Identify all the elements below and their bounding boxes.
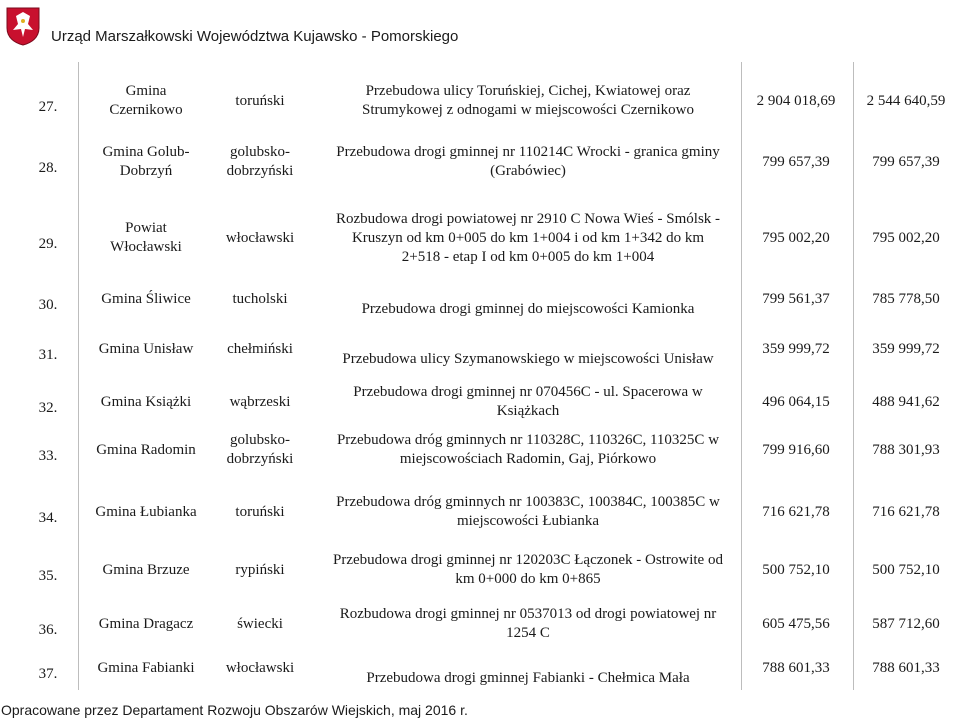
table-row [0,205,960,271]
gmina-cell-line: Gmina Książki [100,393,192,410]
total-cost-value: 799 916,60 [762,441,830,458]
gmina-cell-line: Dobrzyń [119,163,173,179]
gmina-cell-line: Gmina Łubianka [95,503,197,520]
project-description-line: Rozbudowa drogi powiatowej nr 2910 C Nowa Wieś - Smólsk - [335,210,721,227]
project-description-line: 2+518 - etap I od km 0+005 do km 1+004 [401,248,655,265]
gmina-cell [80,659,212,678]
project-description-line: Kruszyn od km 0+005 do km 1+004 i od km 1+342 do km [351,229,705,246]
gmina-cell-line: Gmina Śliwice [101,290,191,307]
project-description [318,210,738,267]
gmina-cell [80,290,212,309]
organization-title: Urząd Marszałkowski Województwa Kujawsko - Pomorskiego [51,28,459,45]
table-row [0,140,960,184]
powiat-cell-line: rypiński [235,561,285,578]
gmina-cell-line: Gmina Radomin [96,441,196,458]
row-number: 29. [38,235,58,252]
project-description-line: miejscowościach Radomin, Gaj, Piórkowo [399,451,657,467]
eligible-cost-value: 359 999,72 [872,340,940,357]
powiat-cell-line: golubsko- [230,432,290,448]
eligible-cost-value: 799 657,39 [872,153,940,170]
eligible-cost-value: 500 752,10 [872,561,940,578]
project-description-line: 1254 C [506,625,550,641]
project-description-line: Przebudowa drogi gminnej nr 120203C Łączonek - Ostrowite od [333,552,723,568]
gmina-cell [80,219,212,257]
powiat-cell [210,615,310,634]
total-cost-value: 605 475,56 [762,615,830,632]
eligible-cost-value: 795 002,20 [872,229,940,246]
powiat-cell-line: tucholski [232,290,288,307]
gmina-cell-line: Włocławski [110,239,182,255]
project-description [318,143,738,181]
table-row [0,604,960,644]
gmina-cell [80,503,212,522]
project-description-line: (Grabówiec) [490,163,566,179]
gmina-cell-line: Czernikowo [109,102,183,118]
total-cost-value: 799 657,39 [762,153,830,170]
gmina-cell [80,393,212,412]
project-description-line: km 0+000 do km 0+865 [455,571,601,587]
powiat-cell [210,503,310,522]
total-cost-value: 2 904 018,69 [756,92,836,109]
total-cost-value: 500 752,10 [762,561,830,578]
gmina-cell-line: Gmina Brzuze [102,561,190,578]
eligible-cost-value: 488 941,62 [872,393,940,410]
gmina-cell [80,82,212,120]
powiat-cell [210,393,310,412]
powiat-cell-line: dobrzyński [226,163,294,179]
project-description-line: Strumykowej z odnogami w miejscowości Czernikowo [361,102,695,118]
gmina-cell-line: Gmina Unisław [98,340,194,357]
project-description [318,493,738,531]
row-number: 33. [38,447,58,464]
table-row [0,382,960,422]
powiat-cell-line: włocławski [225,229,295,246]
project-description-line: Przebudowa dróg gminnych nr 110328C, 110326C, 110325C w [336,432,720,448]
table-row [0,426,960,474]
powiat-cell-line: świecki [237,615,283,632]
project-description-line: Przebudowa ulicy Szymanowskiego w miejscowości Unisław [342,350,714,367]
project-description [318,551,738,589]
powiat-cell-line: toruński [235,503,285,520]
total-cost-value: 788 601,33 [762,659,830,676]
project-description-line: Przebudowa ulicy Toruńskiej, Cichej, Kwiatowej oraz [365,83,691,99]
powiat-cell [210,561,310,580]
table-row [0,492,960,532]
row-number: 35. [38,567,58,584]
row-number: 31. [38,346,58,363]
project-description-line: Przebudowa drogi gminnej nr 070456C - ul. Spacerowa w [353,384,703,400]
powiat-cell [210,659,310,678]
eligible-cost-value: 716 621,78 [872,503,940,520]
project-description-line: Rozbudowa drogi gminnej nr 0537013 od drogi powiatowej nr [339,606,717,622]
project-description [318,383,738,421]
powiat-cell-line: włocławski [225,659,295,676]
powiat-cell [210,143,310,181]
powiat-cell [210,229,310,248]
footer-note: Opracowane przez Departament Rozwoju Obszarów Wiejskich, maj 2016 r. [1,702,468,718]
project-description [318,605,738,643]
eligible-cost-value: 785 778,50 [872,290,940,307]
total-cost-value: 716 621,78 [762,503,830,520]
table-row [0,334,960,367]
project-description [318,300,738,319]
eligible-cost-value: 587 712,60 [872,615,940,632]
gmina-cell [80,441,212,460]
project-description-line: miejscowości Łubianka [456,513,600,529]
project-description-line: Książkach [496,403,560,419]
row-number: 37. [38,665,58,682]
row-number: 27. [38,98,58,115]
row-number: 32. [38,399,58,416]
project-description-line: Przebudowa dróg gminnych nr 100383C, 100384C, 100385C w [336,494,720,510]
powiat-cell-line: wąbrzeski [229,393,291,410]
row-number: 36. [38,621,58,638]
project-description-line: Przebudowa drogi gminnej nr 110214C Wrocki - granica gminy [336,144,720,160]
row-number: 30. [38,296,58,313]
table-row [0,284,960,317]
project-description [318,82,738,120]
powiat-cell [210,340,310,359]
project-description-line: Przebudowa drogi gminnej do miejscowości Kamionka [361,300,695,317]
total-cost-value: 359 999,72 [762,340,830,357]
total-cost-value: 496 064,15 [762,393,830,410]
project-description [318,431,738,469]
powiat-cell-line: golubsko- [230,144,290,160]
row-number: 34. [38,509,58,526]
project-description [318,350,738,369]
eligible-cost-value: 2 544 640,59 [866,92,946,109]
gmina-cell [80,615,212,634]
table-row [0,72,960,130]
powiat-cell-line: chełmiński [227,340,293,357]
table-row [0,648,960,688]
gmina-cell [80,561,212,580]
powiat-cell [210,92,310,111]
powiat-cell [210,431,310,469]
eligible-cost-value: 788 601,33 [872,659,940,676]
powiat-cell-line: toruński [235,92,285,109]
powiat-cell-line: dobrzyński [226,451,294,467]
gmina-cell-line: Powiat [125,220,167,236]
gmina-cell [80,340,212,359]
powiat-cell [210,290,310,309]
page-header [0,0,960,58]
total-cost-value: 795 002,20 [762,229,830,246]
gmina-cell-line: Gmina Fabianki [97,659,195,676]
table-row [0,550,960,590]
row-number: 28. [38,159,58,176]
gmina-cell [80,143,212,181]
gmina-cell-line: Gmina [125,83,167,99]
gmina-cell-line: Gmina Golub- [102,144,190,160]
project-description [318,669,738,688]
project-description-line: Przebudowa drogi gminnej Fabianki - Chełmica Mała [366,669,690,686]
gmina-cell-line: Gmina Dragacz [98,615,194,632]
total-cost-value: 799 561,37 [762,290,830,307]
coat-of-arms-icon [5,6,41,46]
eligible-cost-value: 788 301,93 [872,441,940,458]
